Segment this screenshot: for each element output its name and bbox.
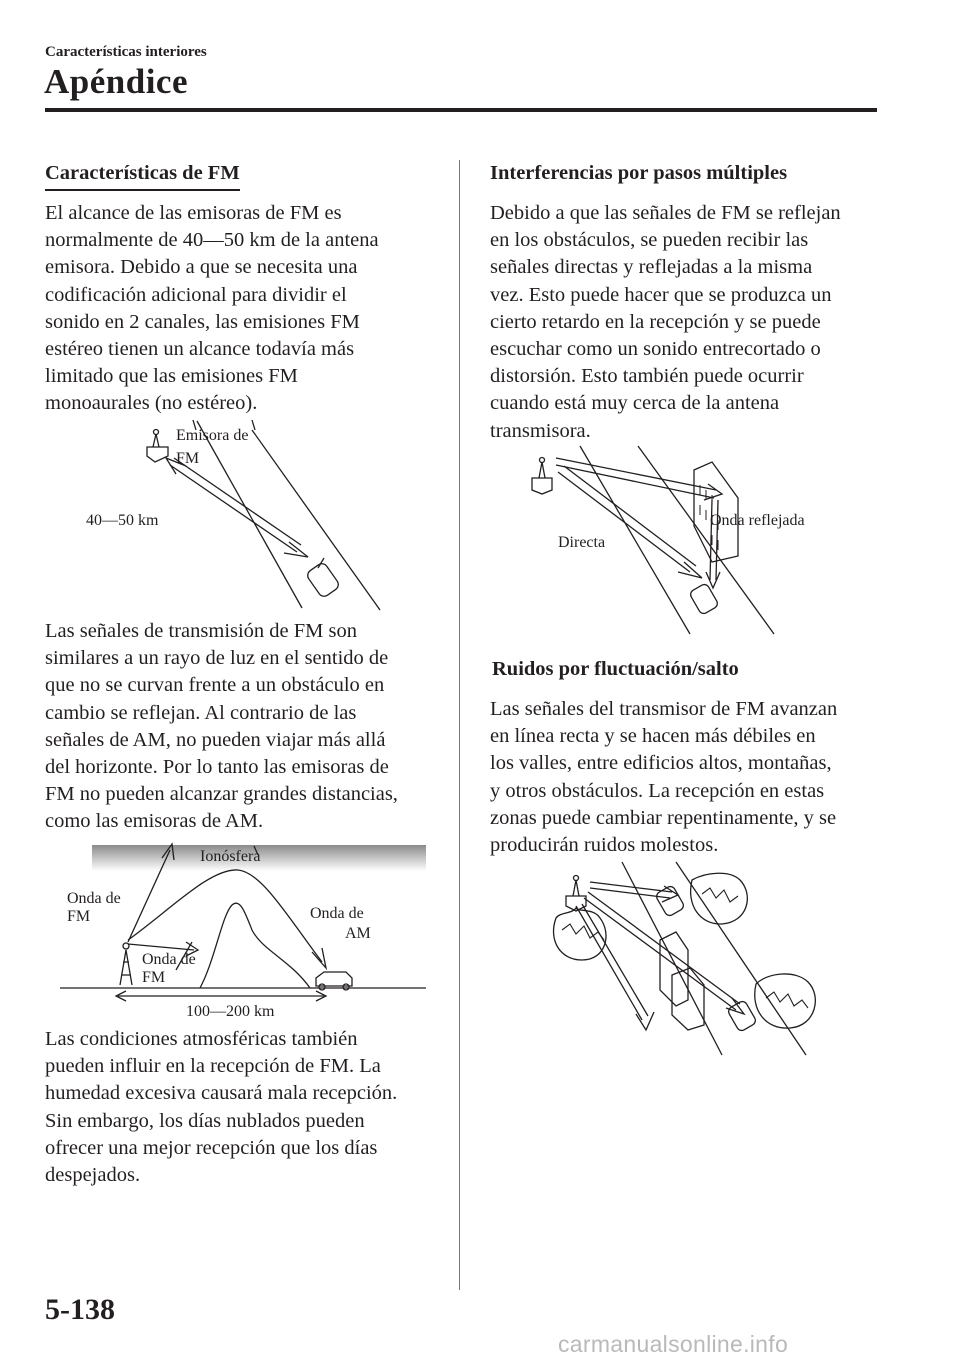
- page-number: 5-138: [45, 1293, 115, 1326]
- fig2-range-label: 100―200 km: [186, 1003, 275, 1020]
- watermark: carmanualsonline.info: [558, 1331, 789, 1357]
- fig1-station-line2: FM: [176, 450, 200, 467]
- fig2-ionosphere: Ionósfera: [200, 848, 261, 865]
- fig2-fm-wave-line1: Onda de: [67, 890, 121, 907]
- fig2-fm-wave-line2: FM: [67, 908, 91, 925]
- multipath-paragraph: Debido a que las señales de FM se reflejan en los obstáculos, se pueden recibir las señales directas y reflejadas a la misma vez. Esto puede hacer que se produzca un cierto retardo en la recepción y se puede escuchar como un sonido entrecortado o distorsión. Esto también puede ocurrir cuando está muy cerca de la antena transmisora.: [490, 202, 841, 442]
- fig2-fm-wave2-line1: Onda de: [142, 951, 196, 968]
- fig3-direct-label: Directa: [558, 534, 606, 551]
- chapter-title: Apéndice: [44, 62, 188, 101]
- fig1-range-label: 40―50 km: [86, 512, 159, 529]
- fig2-fm-wave2-line2: FM: [142, 969, 166, 986]
- fluctuation-heading: Ruidos por fluctuación/salto: [492, 658, 739, 680]
- section-label: Características interiores: [45, 44, 207, 60]
- fig2-am-wave-line2: AM: [345, 925, 371, 942]
- fm-characteristics-heading: Características de FM: [45, 162, 240, 191]
- fluctuation-paragraph: Las señales del transmisor de FM avanzan en línea recta y se hacen más débiles en los valles, entre edificios altos, montañas, y otros obstáculos. La recepción en estas zonas puede cambiar repentinamente, y se producirán ruidos molestos.: [490, 698, 838, 857]
- fig2-am-wave-line1: Onda de: [310, 905, 364, 922]
- fig1-station-line1: Emisora de: [176, 427, 249, 444]
- atmospheric-paragraph: Las condiciones atmosféricas también pueden influir en la recepción de FM. La humedad excesiva causará mala recepción. Sin embargo, los días nublados pueden ofrecer una mejor recepción que los días despejados.: [45, 1028, 398, 1187]
- fm-signal-paragraph: Las señales de transmisión de FM son similares a un rayo de luz en el sentido de que no se curvan frente a un obstáculo en cambio se reflejan. Al contrario de las señales de AM, no pueden viajar más allá del horizonte. Por lo tanto las emisoras de FM no pueden alcanzar grandes distancias, como las emisoras de AM.: [45, 620, 398, 833]
- fm-range-paragraph: El alcance de las emisoras de FM es normalmente de 40―50 km de la antena emisora. Debido a que se necesita una codificación adicional para dividir el sonido en 2 canales, las emisiones FM estéreo tienen un alcance todavía más limitado que las emisiones FM monoaurales (no estéreo).: [45, 202, 379, 415]
- multipath-heading: Interferencias por pasos múltiples: [490, 162, 788, 184]
- fig3-reflected-label: Onda reflejada: [710, 512, 805, 529]
